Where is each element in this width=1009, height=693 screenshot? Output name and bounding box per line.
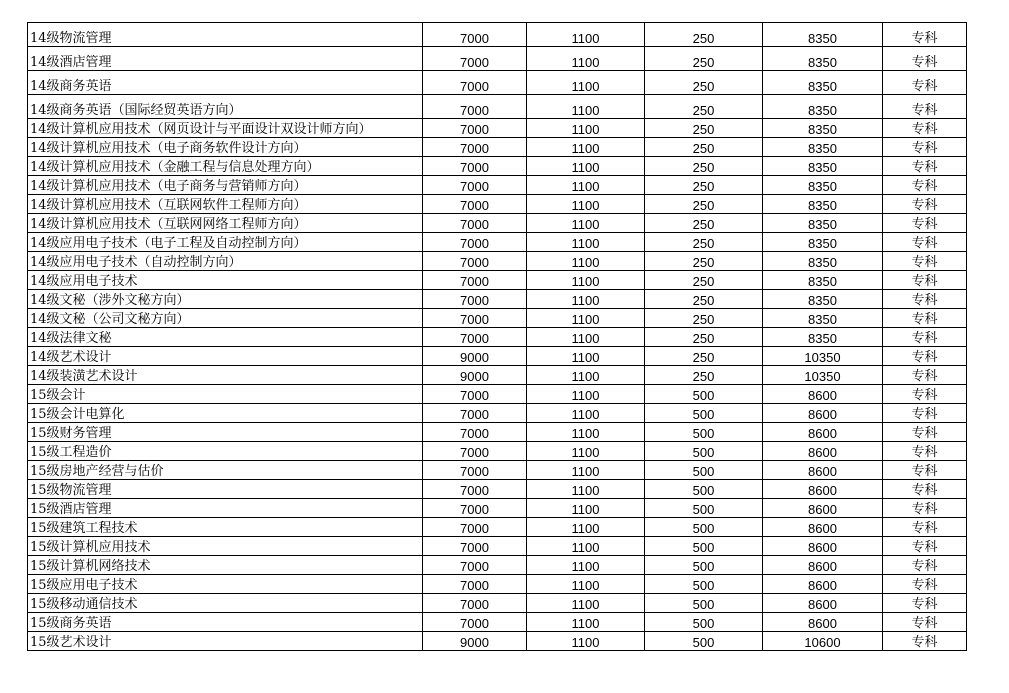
major-name-cell: 14级物流管理 xyxy=(28,23,423,47)
fee-a-cell: 1100 xyxy=(527,632,645,651)
level-cell: 专科 xyxy=(883,328,967,347)
tuition-cell: 7000 xyxy=(423,442,527,461)
table-row xyxy=(28,233,967,252)
table-row xyxy=(28,347,967,366)
fee-a-cell: 1100 xyxy=(527,613,645,632)
total-cell: 8350 xyxy=(763,195,883,214)
tuition-cell: 7000 xyxy=(423,252,527,271)
level-cell: 专科 xyxy=(883,366,967,385)
table-row xyxy=(28,290,967,309)
fee-b-cell: 250 xyxy=(645,271,763,290)
total-cell: 8350 xyxy=(763,119,883,138)
major-name-cell: 15级会计电算化 xyxy=(28,404,423,423)
tuition-cell: 7000 xyxy=(423,461,527,480)
fee-a-cell: 1100 xyxy=(527,556,645,575)
total-cell: 8350 xyxy=(763,71,883,95)
fee-b-cell: 500 xyxy=(645,537,763,556)
level-cell: 专科 xyxy=(883,47,967,71)
table-row xyxy=(28,271,967,290)
tuition-cell: 7000 xyxy=(423,119,527,138)
major-name-cell: 14级酒店管理 xyxy=(28,47,423,71)
table-row xyxy=(28,119,967,138)
table-row xyxy=(28,518,967,537)
table-row xyxy=(28,499,967,518)
level-cell: 专科 xyxy=(883,176,967,195)
fee-table-body xyxy=(28,23,967,651)
table-row xyxy=(28,556,967,575)
major-name-cell: 15级应用电子技术 xyxy=(28,575,423,594)
total-cell: 10350 xyxy=(763,347,883,366)
level-cell: 专科 xyxy=(883,347,967,366)
total-cell: 8600 xyxy=(763,499,883,518)
major-name-cell: 14级艺术设计 xyxy=(28,347,423,366)
level-cell: 专科 xyxy=(883,575,967,594)
fee-a-cell: 1100 xyxy=(527,290,645,309)
fee-a-cell: 1100 xyxy=(527,518,645,537)
major-name-cell: 14级文秘（公司文秘方向） xyxy=(28,309,423,328)
level-cell: 专科 xyxy=(883,138,967,157)
total-cell: 8600 xyxy=(763,442,883,461)
level-cell: 专科 xyxy=(883,461,967,480)
tuition-cell: 7000 xyxy=(423,290,527,309)
fee-a-cell: 1100 xyxy=(527,233,645,252)
fee-b-cell: 250 xyxy=(645,195,763,214)
level-cell: 专科 xyxy=(883,499,967,518)
level-cell: 专科 xyxy=(883,252,967,271)
tuition-cell: 7000 xyxy=(423,556,527,575)
tuition-cell: 9000 xyxy=(423,632,527,651)
major-name-cell: 14级计算机应用技术（金融工程与信息处理方向） xyxy=(28,157,423,176)
major-name-cell: 14级计算机应用技术（互联网网络工程师方向） xyxy=(28,214,423,233)
major-name-cell: 15级财务管理 xyxy=(28,423,423,442)
fee-b-cell: 250 xyxy=(645,71,763,95)
fee-a-cell: 1100 xyxy=(527,328,645,347)
tuition-cell: 7000 xyxy=(423,271,527,290)
table-row xyxy=(28,214,967,233)
fee-b-cell: 250 xyxy=(645,347,763,366)
major-name-cell: 15级移动通信技术 xyxy=(28,594,423,613)
fee-a-cell: 1100 xyxy=(527,214,645,233)
major-name-cell: 14级计算机应用技术（互联网软件工程师方向） xyxy=(28,195,423,214)
total-cell: 8350 xyxy=(763,138,883,157)
fee-a-cell: 1100 xyxy=(527,23,645,47)
table-row xyxy=(28,47,967,71)
table-row xyxy=(28,309,967,328)
tuition-cell: 7000 xyxy=(423,423,527,442)
total-cell: 8600 xyxy=(763,518,883,537)
level-cell: 专科 xyxy=(883,556,967,575)
total-cell: 8350 xyxy=(763,95,883,119)
table-row xyxy=(28,613,967,632)
table-row xyxy=(28,157,967,176)
table-row xyxy=(28,252,967,271)
tuition-cell: 7000 xyxy=(423,95,527,119)
major-name-cell: 14级装潢艺术设计 xyxy=(28,366,423,385)
level-cell: 专科 xyxy=(883,71,967,95)
table-row xyxy=(28,195,967,214)
total-cell: 8600 xyxy=(763,556,883,575)
major-name-cell: 15级艺术设计 xyxy=(28,632,423,651)
fee-a-cell: 1100 xyxy=(527,442,645,461)
fee-b-cell: 500 xyxy=(645,613,763,632)
fee-b-cell: 500 xyxy=(645,385,763,404)
major-name-cell: 14级文秘（涉外文秘方向） xyxy=(28,290,423,309)
tuition-cell: 7000 xyxy=(423,518,527,537)
level-cell: 专科 xyxy=(883,537,967,556)
fee-b-cell: 250 xyxy=(645,366,763,385)
tuition-cell: 7000 xyxy=(423,575,527,594)
fee-a-cell: 1100 xyxy=(527,271,645,290)
fee-b-cell: 500 xyxy=(645,632,763,651)
level-cell: 专科 xyxy=(883,195,967,214)
table-row xyxy=(28,23,967,47)
fee-a-cell: 1100 xyxy=(527,480,645,499)
table-row xyxy=(28,442,967,461)
tuition-cell: 7000 xyxy=(423,328,527,347)
tuition-cell: 7000 xyxy=(423,233,527,252)
fee-b-cell: 250 xyxy=(645,252,763,271)
tuition-cell: 9000 xyxy=(423,347,527,366)
fee-b-cell: 500 xyxy=(645,423,763,442)
fee-b-cell: 250 xyxy=(645,176,763,195)
fee-a-cell: 1100 xyxy=(527,309,645,328)
fee-a-cell: 1100 xyxy=(527,347,645,366)
table-row xyxy=(28,404,967,423)
total-cell: 8600 xyxy=(763,537,883,556)
table-row xyxy=(28,366,967,385)
major-name-cell: 14级计算机应用技术（网页设计与平面设计双设计师方向） xyxy=(28,119,423,138)
fee-b-cell: 250 xyxy=(645,95,763,119)
major-name-cell: 14级应用电子技术（电子工程及自动控制方向） xyxy=(28,233,423,252)
major-name-cell: 14级应用电子技术（自动控制方向） xyxy=(28,252,423,271)
tuition-cell: 7000 xyxy=(423,214,527,233)
total-cell: 8350 xyxy=(763,214,883,233)
fee-b-cell: 250 xyxy=(645,309,763,328)
level-cell: 专科 xyxy=(883,480,967,499)
total-cell: 8600 xyxy=(763,613,883,632)
level-cell: 专科 xyxy=(883,271,967,290)
tuition-cell: 7000 xyxy=(423,195,527,214)
table-row xyxy=(28,461,967,480)
major-name-cell: 15级物流管理 xyxy=(28,480,423,499)
total-cell: 8350 xyxy=(763,23,883,47)
tuition-cell: 7000 xyxy=(423,613,527,632)
fee-b-cell: 250 xyxy=(645,47,763,71)
total-cell: 10600 xyxy=(763,632,883,651)
table-row xyxy=(28,575,967,594)
fee-b-cell: 250 xyxy=(645,214,763,233)
fee-a-cell: 1100 xyxy=(527,461,645,480)
total-cell: 8350 xyxy=(763,271,883,290)
major-name-cell: 14级计算机应用技术（电子商务软件设计方向） xyxy=(28,138,423,157)
table-row xyxy=(28,537,967,556)
fee-b-cell: 500 xyxy=(645,461,763,480)
level-cell: 专科 xyxy=(883,442,967,461)
table-row xyxy=(28,594,967,613)
fee-b-cell: 250 xyxy=(645,233,763,252)
total-cell: 8600 xyxy=(763,385,883,404)
fee-a-cell: 1100 xyxy=(527,71,645,95)
total-cell: 8350 xyxy=(763,157,883,176)
level-cell: 专科 xyxy=(883,233,967,252)
table-row xyxy=(28,176,967,195)
tuition-cell: 7000 xyxy=(423,537,527,556)
fee-a-cell: 1100 xyxy=(527,252,645,271)
fee-b-cell: 500 xyxy=(645,575,763,594)
total-cell: 8350 xyxy=(763,309,883,328)
fee-a-cell: 1100 xyxy=(527,95,645,119)
fee-a-cell: 1100 xyxy=(527,575,645,594)
table-row xyxy=(28,480,967,499)
total-cell: 8350 xyxy=(763,47,883,71)
fee-a-cell: 1100 xyxy=(527,176,645,195)
fee-a-cell: 1100 xyxy=(527,47,645,71)
level-cell: 专科 xyxy=(883,404,967,423)
fee-a-cell: 1100 xyxy=(527,594,645,613)
fee-b-cell: 500 xyxy=(645,442,763,461)
fee-b-cell: 500 xyxy=(645,518,763,537)
level-cell: 专科 xyxy=(883,23,967,47)
level-cell: 专科 xyxy=(883,214,967,233)
fee-b-cell: 250 xyxy=(645,157,763,176)
fee-b-cell: 500 xyxy=(645,556,763,575)
fee-a-cell: 1100 xyxy=(527,195,645,214)
level-cell: 专科 xyxy=(883,157,967,176)
table-row xyxy=(28,385,967,404)
tuition-cell: 7000 xyxy=(423,404,527,423)
total-cell: 8350 xyxy=(763,233,883,252)
tuition-cell: 7000 xyxy=(423,385,527,404)
fee-b-cell: 250 xyxy=(645,138,763,157)
tuition-cell: 7000 xyxy=(423,138,527,157)
tuition-cell: 7000 xyxy=(423,309,527,328)
tuition-cell: 7000 xyxy=(423,176,527,195)
table-row xyxy=(28,423,967,442)
major-name-cell: 14级计算机应用技术（电子商务与营销师方向） xyxy=(28,176,423,195)
total-cell: 8350 xyxy=(763,290,883,309)
fee-b-cell: 500 xyxy=(645,404,763,423)
fee-b-cell: 500 xyxy=(645,499,763,518)
major-name-cell: 15级房地产经营与估价 xyxy=(28,461,423,480)
major-name-cell: 14级法律文秘 xyxy=(28,328,423,347)
total-cell: 8600 xyxy=(763,480,883,499)
level-cell: 专科 xyxy=(883,594,967,613)
level-cell: 专科 xyxy=(883,518,967,537)
tuition-cell: 7000 xyxy=(423,71,527,95)
fee-a-cell: 1100 xyxy=(527,366,645,385)
total-cell: 8350 xyxy=(763,328,883,347)
fee-table xyxy=(27,22,967,651)
major-name-cell: 14级商务英语（国际经贸英语方向） xyxy=(28,95,423,119)
table-row xyxy=(28,138,967,157)
fee-a-cell: 1100 xyxy=(527,499,645,518)
tuition-cell: 7000 xyxy=(423,23,527,47)
total-cell: 8600 xyxy=(763,575,883,594)
fee-a-cell: 1100 xyxy=(527,423,645,442)
total-cell: 8350 xyxy=(763,176,883,195)
tuition-cell: 7000 xyxy=(423,594,527,613)
tuition-cell: 7000 xyxy=(423,499,527,518)
major-name-cell: 15级建筑工程技术 xyxy=(28,518,423,537)
major-name-cell: 15级工程造价 xyxy=(28,442,423,461)
fee-b-cell: 250 xyxy=(645,290,763,309)
total-cell: 8600 xyxy=(763,594,883,613)
major-name-cell: 15级计算机应用技术 xyxy=(28,537,423,556)
tuition-cell: 9000 xyxy=(423,366,527,385)
major-name-cell: 15级会计 xyxy=(28,385,423,404)
level-cell: 专科 xyxy=(883,423,967,442)
table-row xyxy=(28,95,967,119)
fee-b-cell: 500 xyxy=(645,594,763,613)
major-name-cell: 15级酒店管理 xyxy=(28,499,423,518)
fee-a-cell: 1100 xyxy=(527,157,645,176)
tuition-cell: 7000 xyxy=(423,47,527,71)
major-name-cell: 14级应用电子技术 xyxy=(28,271,423,290)
tuition-cell: 7000 xyxy=(423,157,527,176)
total-cell: 8350 xyxy=(763,252,883,271)
fee-a-cell: 1100 xyxy=(527,385,645,404)
level-cell: 专科 xyxy=(883,613,967,632)
fee-a-cell: 1100 xyxy=(527,119,645,138)
fee-a-cell: 1100 xyxy=(527,537,645,556)
total-cell: 8600 xyxy=(763,423,883,442)
fee-b-cell: 250 xyxy=(645,23,763,47)
tuition-cell: 7000 xyxy=(423,480,527,499)
level-cell: 专科 xyxy=(883,632,967,651)
level-cell: 专科 xyxy=(883,290,967,309)
total-cell: 10350 xyxy=(763,366,883,385)
level-cell: 专科 xyxy=(883,95,967,119)
table-row xyxy=(28,328,967,347)
fee-a-cell: 1100 xyxy=(527,138,645,157)
total-cell: 8600 xyxy=(763,404,883,423)
major-name-cell: 15级商务英语 xyxy=(28,613,423,632)
fee-b-cell: 250 xyxy=(645,328,763,347)
fee-a-cell: 1100 xyxy=(527,404,645,423)
level-cell: 专科 xyxy=(883,385,967,404)
fee-b-cell: 500 xyxy=(645,480,763,499)
level-cell: 专科 xyxy=(883,119,967,138)
table-row xyxy=(28,71,967,95)
total-cell: 8600 xyxy=(763,461,883,480)
major-name-cell: 15级计算机网络技术 xyxy=(28,556,423,575)
table-row xyxy=(28,632,967,651)
level-cell: 专科 xyxy=(883,309,967,328)
major-name-cell: 14级商务英语 xyxy=(28,71,423,95)
fee-b-cell: 250 xyxy=(645,119,763,138)
